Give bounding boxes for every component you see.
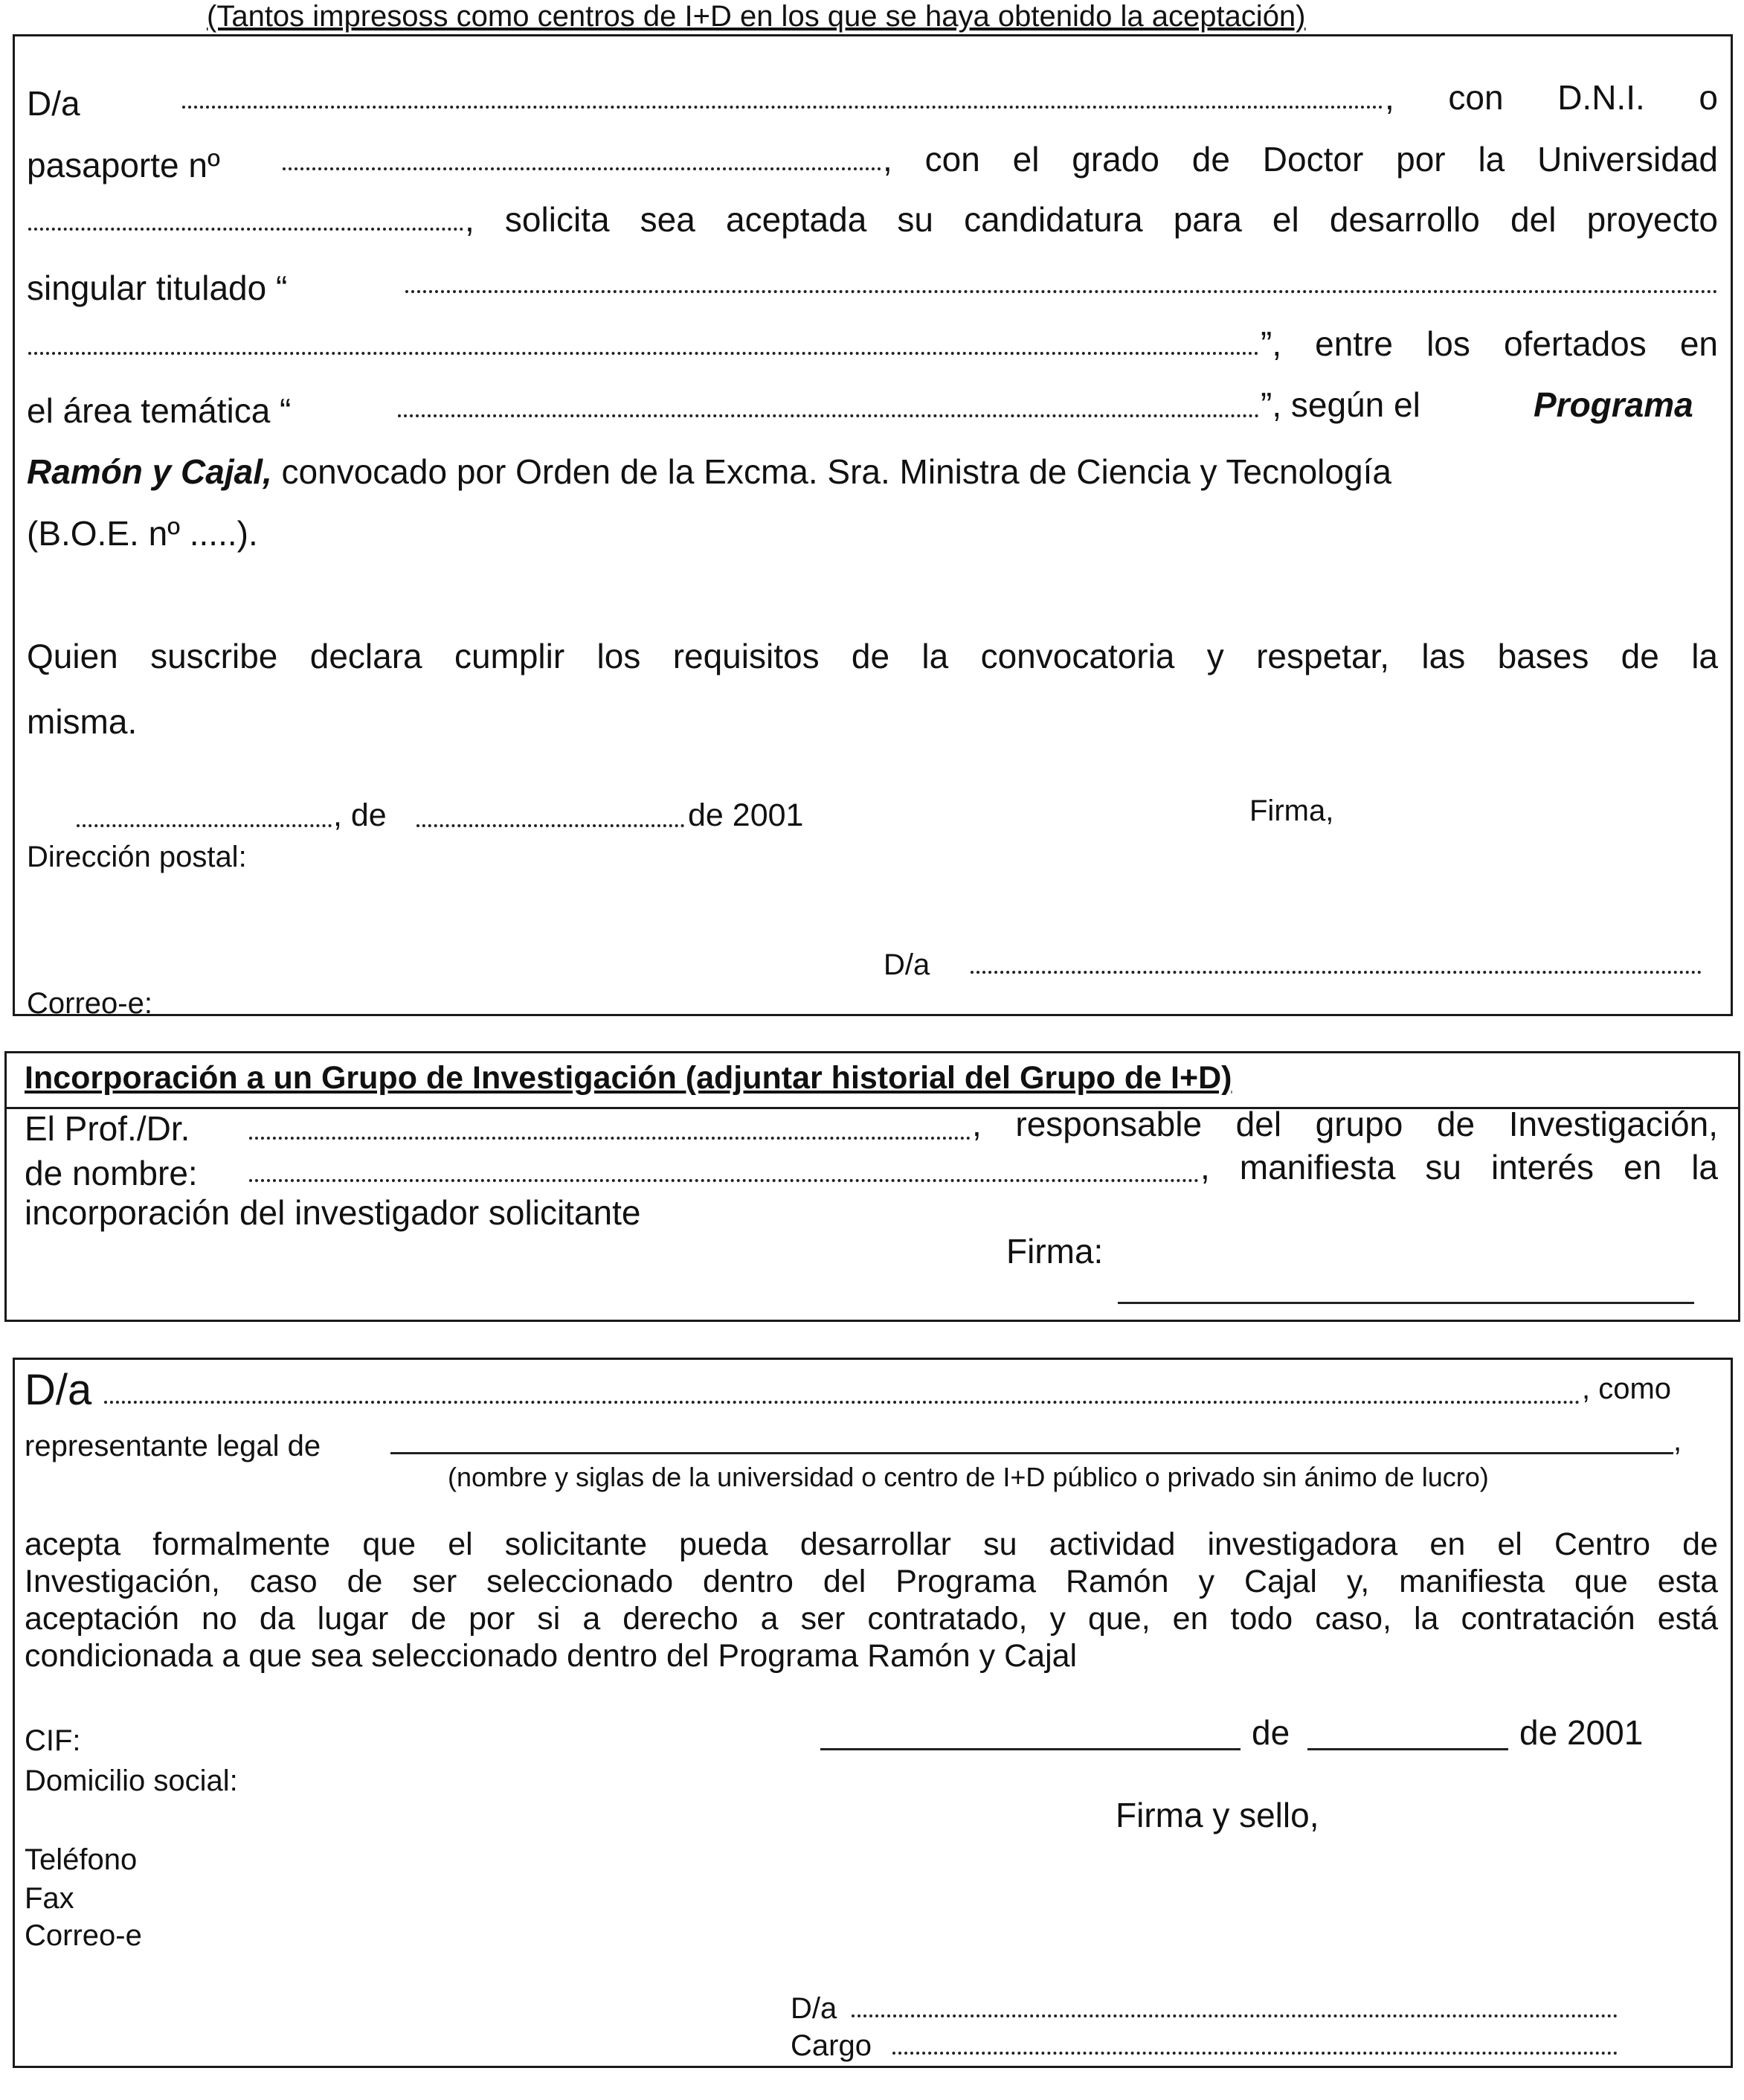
prof-field[interactable]: [249, 1137, 971, 1140]
inst-sign-da-label: D/a: [791, 1992, 837, 2025]
signer-name-field[interactable]: [971, 971, 1702, 974]
group-name-field[interactable]: [249, 1179, 1199, 1182]
institution-field[interactable]: [390, 1452, 1673, 1454]
correo-label: Correo-e:: [27, 987, 152, 1020]
acceptance-line-1: acepta formalmente que el solicitante pueda desarrollar su actividad investigadora en el Centro de: [25, 1526, 1718, 1562]
convocado-text: convocado por Orden de la Excma. Sra. Ministra de Ciencia y Tecnología: [271, 452, 1391, 491]
doctor-text: , con el grado de Doctor por la Universidad: [883, 140, 1718, 179]
inst-signer-name-field[interactable]: [852, 2014, 1618, 2017]
representante-label: representante legal de: [25, 1430, 321, 1462]
date-month-field[interactable]: [416, 824, 684, 827]
acceptance-line-2: Investigación, caso de ser seleccionado dentro del Programa Ramón y Cajal y, manifiesta que esta: [25, 1564, 1718, 1599]
telefono-label: Teléfono: [25, 1843, 138, 1876]
inst-date-month-field[interactable]: [1307, 1748, 1508, 1750]
inst-date-place-field[interactable]: [820, 1748, 1241, 1750]
date-place-field[interactable]: [77, 824, 332, 827]
project-title-field-2[interactable]: [28, 352, 1259, 355]
segun-text: ”, según el: [1261, 385, 1420, 424]
dni-text: , con D.N.I. o: [1385, 78, 1718, 117]
name-field[interactable]: [182, 106, 1383, 109]
group-signature-line[interactable]: [1118, 1302, 1694, 1304]
como-text: , como: [1582, 1372, 1672, 1405]
cargo-label: Cargo: [791, 2029, 872, 2062]
acceptance-line-4: condicionada a que sea seleccionado dentro del Programa Ramón y Cajal: [25, 1638, 1078, 1674]
group-title: Incorporación a un Grupo de Investigación (adjuntar historial del Grupo de I+D): [25, 1060, 1232, 1096]
direccion-label: Dirección postal:: [27, 841, 247, 873]
representante-comma: ,: [1673, 1425, 1682, 1457]
boe-text: (B.O.E. nº .....).: [27, 514, 258, 553]
incorporacion-text: incorporación del investigador solicitante: [25, 1193, 641, 1232]
date-year-label: de 2001: [688, 797, 804, 833]
responsable-text: , responsable del grupo de Investigación,: [972, 1105, 1718, 1143]
inst-date-year: de 2001: [1519, 1713, 1644, 1752]
fax-label: Fax: [25, 1882, 74, 1915]
declaration-cont: misma.: [27, 702, 138, 741]
inst-date-de: de: [1252, 1713, 1290, 1752]
inst-name-field[interactable]: [104, 1401, 1580, 1404]
area-field[interactable]: [398, 414, 1259, 417]
university-field[interactable]: [28, 228, 463, 231]
inst-da-label: D/a: [25, 1366, 92, 1414]
cif-label: CIF:: [25, 1724, 81, 1757]
sign-da-label: D/a: [884, 948, 930, 981]
date-de-label: , de: [333, 797, 387, 833]
group-firma-label: Firma:: [1006, 1232, 1104, 1271]
singular-label: singular titulado “: [27, 269, 288, 307]
cargo-field[interactable]: [892, 2052, 1618, 2055]
correo-e-label: Correo-e: [25, 1919, 142, 1952]
declaration-text: Quien suscribe declara cumplir los requisitos de la convocatoria y respetar, las bases de la: [27, 637, 1718, 675]
ofertados-text: ”, entre los ofertados en: [1261, 324, 1718, 363]
project-title-field[interactable]: [405, 290, 1718, 293]
firma-sello-label: Firma y sello,: [1116, 1796, 1319, 1834]
passport-label: pasaporte nº: [27, 146, 220, 184]
candidate-section: [13, 34, 1733, 1016]
programa-word: Programa: [1534, 385, 1693, 424]
passport-field[interactable]: [283, 167, 881, 170]
ramon-word: Ramón y Cajal,: [27, 452, 272, 491]
firma-label: Firma,: [1249, 794, 1334, 827]
solicita-text: , solicita sea aceptada su candidatura para el desarrollo del proyecto: [465, 200, 1718, 239]
representante-hint: (nombre y siglas de la universidad o centro de I+D público o privado sin ánimo de lucro): [448, 1462, 1489, 1492]
domicilio-label: Domicilio social:: [25, 1765, 238, 1797]
header-note: (Tantos impresoss como centros de I+D en los que se haya obtenido la aceptación): [207, 0, 1306, 33]
manifiesta-text: , manifiesta su interés en la: [1200, 1148, 1718, 1187]
acceptance-line-3: aceptación no da lugar de por si a derecho a ser contratado, y que, en todo caso, la contratación está: [25, 1601, 1718, 1637]
area-label: el área temática “: [27, 391, 292, 430]
nombre-label: de nombre:: [25, 1154, 198, 1192]
prof-label: El Prof./Dr.: [25, 1109, 190, 1148]
da-label: D/a: [27, 84, 80, 123]
